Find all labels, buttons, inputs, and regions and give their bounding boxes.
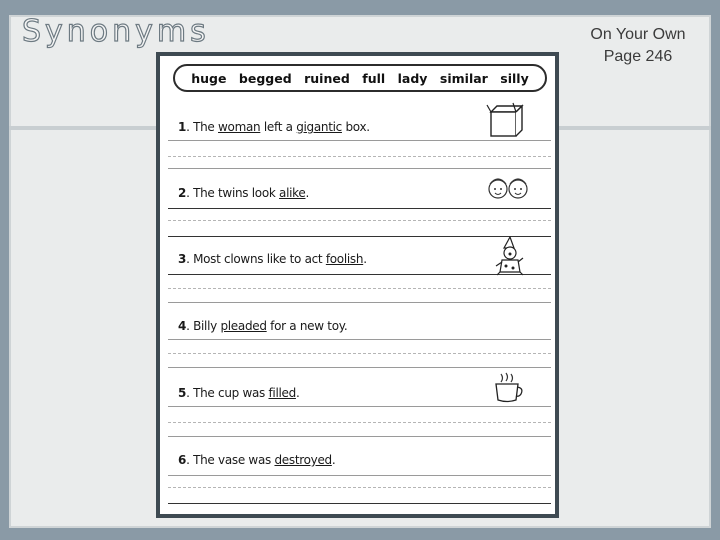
worksheet-image: [156, 52, 559, 518]
word-bank-word: huge: [191, 70, 227, 86]
word-bank-word: similar: [439, 70, 488, 86]
exercise-sentence: 5. The cup was filled.: [178, 386, 300, 400]
exercise-sentence: 3. Most clowns like to act foolish.: [178, 252, 367, 266]
caption-line-2: Page 246: [603, 48, 673, 65]
page-caption: [578, 24, 698, 68]
word-bank-word: lady: [397, 70, 428, 86]
word-bank-word: full: [362, 70, 386, 86]
exercise-sentence: 4. Billy pleaded for a new toy.: [178, 319, 348, 333]
word-bank-word: silly: [500, 70, 529, 86]
word-bank-word: ruined: [304, 70, 350, 86]
clown-icon: [494, 236, 524, 276]
exercise-sentence: 6. The vase was destroyed.: [178, 453, 336, 467]
word-bank-word: begged: [238, 70, 292, 86]
twins-icon: [486, 174, 530, 204]
exercise-sentence: 1. The woman left a gigantic box.: [178, 120, 370, 134]
caption-line-1: On Your Own: [590, 26, 686, 43]
slide-title: Synonyms: [22, 14, 210, 49]
cup-icon: [492, 372, 526, 404]
word-bank: [173, 64, 547, 92]
box-icon: [486, 100, 526, 140]
exercise-sentence: 2. The twins look alike.: [178, 186, 309, 200]
